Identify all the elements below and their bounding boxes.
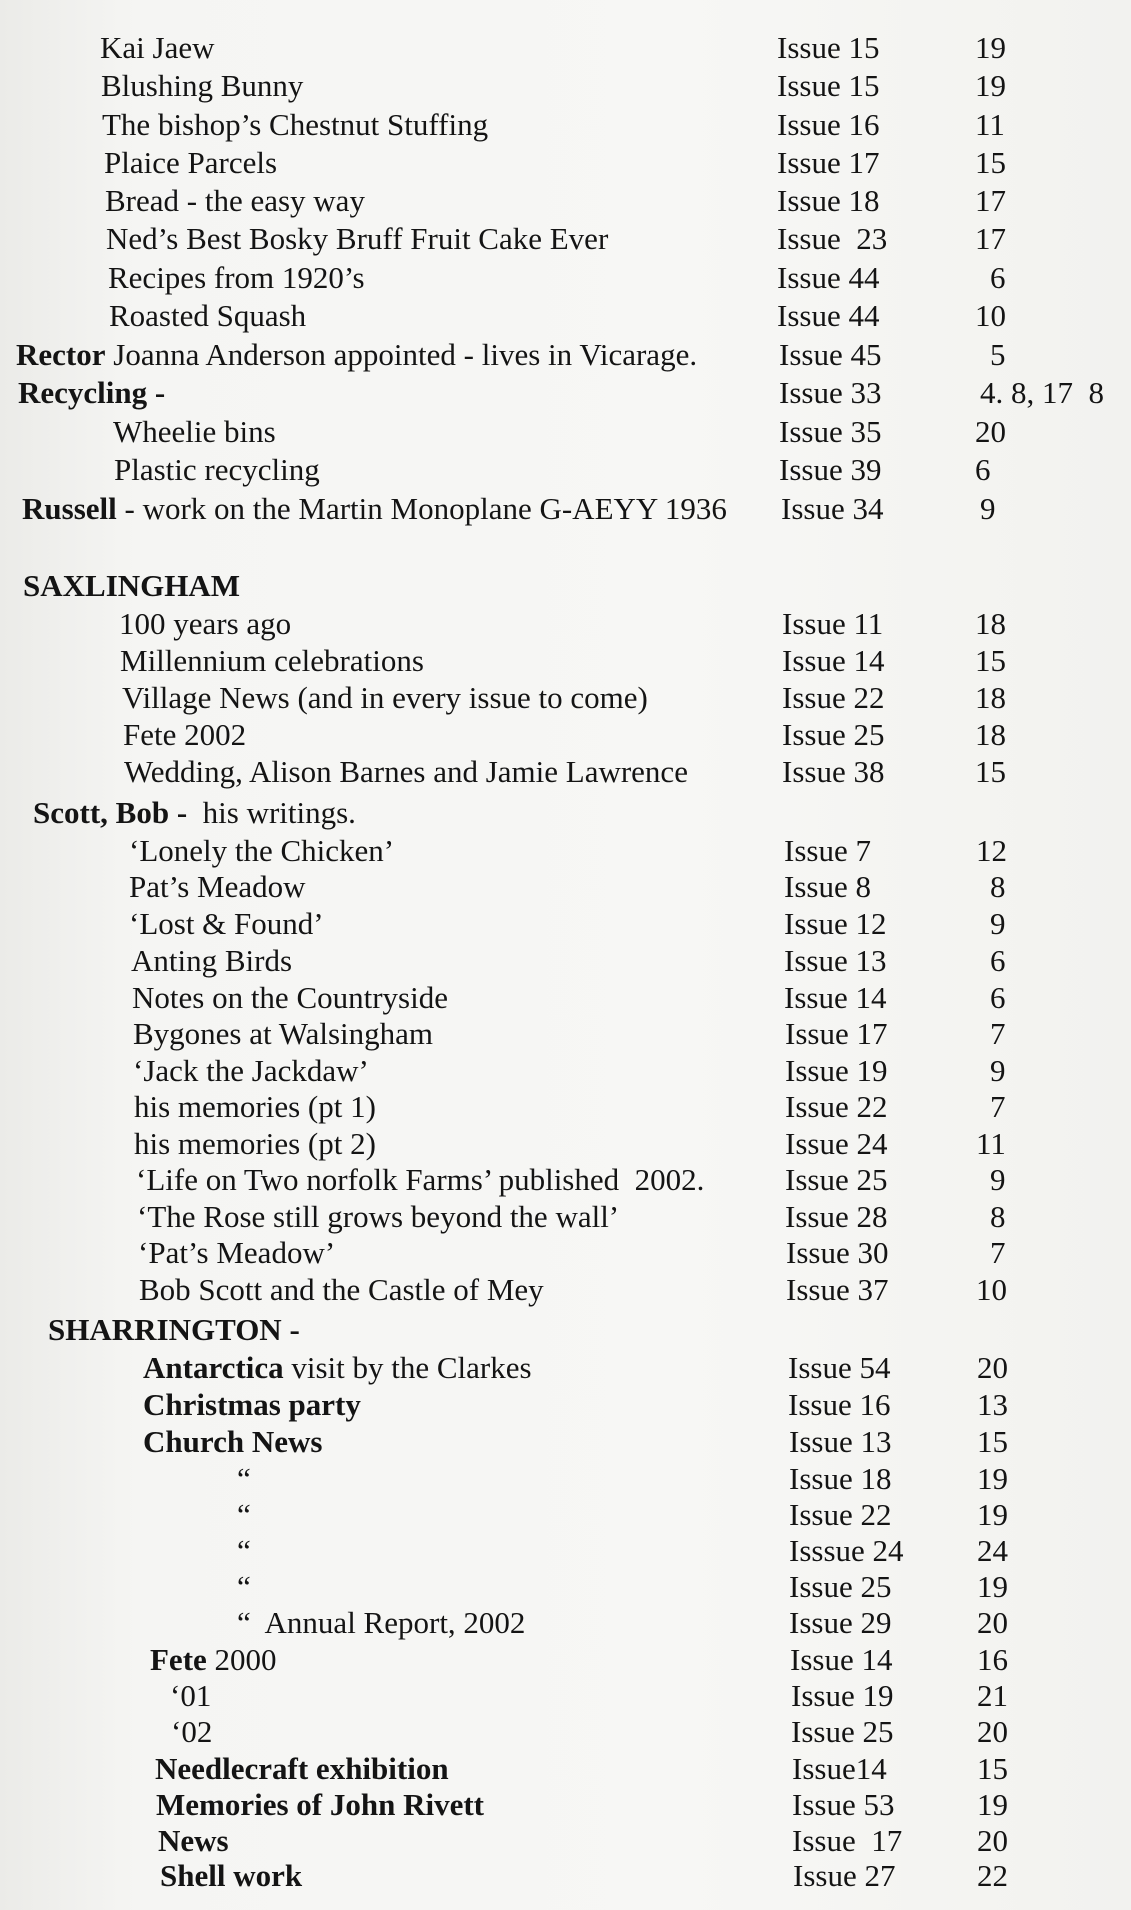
entry-issue: Issue 16 (788, 1387, 891, 1422)
entry-page: 10 (975, 298, 1006, 333)
entry-issue: Issue 14 (782, 643, 885, 678)
entry-page: 19 (977, 1787, 1008, 1822)
entry-page: 6 (990, 980, 1006, 1015)
index-entry (0, 1235, 1131, 1275)
entry-title (100, 30, 214, 66)
index-entry (0, 1461, 1131, 1501)
entry-heading: Memories of John Rivett (156, 1787, 484, 1822)
entry-text: “ (237, 1569, 251, 1604)
entry-issue: Issue 34 (781, 491, 884, 526)
entry-text: The bishop’s Chestnut Stuffing (102, 107, 489, 142)
entry-heading: SHARRINGTON - (48, 1312, 300, 1347)
entry-issue: Issue 25 (791, 1714, 894, 1749)
entry-issue: Issue 44 (777, 260, 880, 295)
entry-issue: Issue 33 (779, 375, 882, 410)
entry-text: Kai Jaew (100, 30, 215, 65)
entry-issue: Issue 17 (792, 1823, 903, 1858)
index-entry (0, 414, 1131, 454)
entry-text: Bread - the easy way (105, 183, 365, 218)
entry-page: 20 (977, 1350, 1008, 1385)
index-entry (0, 221, 1131, 261)
entry-text: Plaice Parcels (104, 145, 278, 180)
index-entry (0, 643, 1131, 683)
index-entry (0, 183, 1131, 223)
entry-page: 17 (975, 221, 1006, 256)
entry-text: ‘Pat’s Meadow’ (138, 1235, 336, 1270)
entry-text: Anting Birds (131, 943, 293, 978)
index-entry (0, 606, 1131, 646)
entry-page: 9 (990, 1053, 1006, 1088)
entry-page: 6 (990, 943, 1006, 978)
entry-page: 17 (975, 183, 1006, 218)
entry-text: ‘01 (170, 1678, 212, 1713)
entry-page: 15 (975, 145, 1006, 180)
entry-issue: Issue 17 (785, 1016, 888, 1051)
index-entry (0, 145, 1131, 185)
entry-issue: Issue 11 (782, 606, 884, 641)
index-entry (0, 1312, 1131, 1352)
entry-page: 19 (975, 68, 1006, 103)
entry-text: ‘Lost & Found’ (129, 906, 324, 941)
entry-title (131, 943, 292, 979)
entry-issue: Issue 13 (789, 1424, 892, 1459)
entry-title (114, 452, 320, 488)
entry-issue: Issue 22 (785, 1089, 888, 1124)
entry-heading: Shell work (160, 1858, 303, 1893)
entry-text: ‘Jack the Jackdaw’ (133, 1053, 369, 1088)
entry-heading: Fete (150, 1642, 207, 1677)
entry-text: ‘Lonely the Chicken’ (129, 833, 395, 868)
entry-issue: Issue 44 (777, 298, 880, 333)
entry-heading: Rector (16, 337, 106, 372)
entry-title (119, 606, 291, 642)
index-entry (0, 1497, 1131, 1537)
entry-issue: Issue 27 (793, 1858, 896, 1893)
entry-title (133, 1016, 433, 1052)
entry-title (16, 337, 697, 373)
entry-page: 18 (975, 606, 1006, 641)
entry-issue: Issue 38 (782, 754, 885, 789)
index-entry (0, 1642, 1131, 1682)
entry-text: Recipes from 1920’s (108, 260, 365, 295)
entry-issue: Issue 22 (782, 680, 885, 715)
entry-issue: Issue 19 (791, 1678, 894, 1713)
entry-text: Roasted Squash (109, 298, 307, 333)
entry-text: “ (237, 1461, 251, 1496)
entry-title (158, 1823, 229, 1859)
entry-title (105, 183, 365, 219)
entry-issue: Issue 19 (785, 1053, 888, 1088)
index-entry (0, 68, 1131, 108)
index-entry (0, 452, 1131, 492)
entry-text: visit by the Clarkes (283, 1350, 532, 1385)
entry-text: Bygones at Walsingham (133, 1016, 434, 1051)
entry-issue: Issue 22 (789, 1497, 892, 1532)
index-entry (0, 1533, 1131, 1573)
entry-issue: Issue 53 (792, 1787, 895, 1822)
entry-title (109, 298, 306, 334)
entry-title (138, 1235, 335, 1271)
entry-page: 6 (975, 452, 991, 487)
index-entry (0, 1089, 1131, 1129)
entry-page: 6 (990, 260, 1006, 295)
index-entry (0, 1387, 1131, 1427)
entry-text: his memories (pt 2) (134, 1126, 376, 1161)
entry-title (150, 1642, 277, 1678)
index-entry (0, 30, 1131, 70)
entry-title (134, 1089, 376, 1125)
entry-heading: Recycling - (18, 375, 166, 410)
entry-title (136, 1162, 704, 1198)
entry-text: 2000 (206, 1642, 277, 1677)
entry-issue: Issue 17 (777, 145, 880, 180)
entry-heading: SAXLINGHAM (23, 568, 241, 603)
entry-text: Wheelie bins (113, 414, 276, 449)
entry-issue: Issue 39 (779, 452, 882, 487)
index-entry (0, 1272, 1131, 1312)
entry-text: Blushing Bunny (101, 68, 304, 103)
entry-title (124, 754, 688, 790)
entry-page: 18 (975, 717, 1006, 752)
entry-title (156, 1787, 484, 1823)
index-entry (0, 107, 1131, 147)
entry-page: 7 (990, 1016, 1006, 1051)
index-entry (0, 1162, 1131, 1202)
entry-text: - work on the Martin Monoplane G-AEYY 1936 (116, 491, 727, 526)
entry-issue: Issue 14 (790, 1642, 893, 1677)
entry-page: 11 (975, 107, 1005, 142)
index-entry (0, 337, 1131, 377)
entry-page: 20 (975, 414, 1006, 449)
entry-title (113, 414, 276, 450)
entry-text: his writings. (187, 795, 356, 830)
index-entry (0, 906, 1131, 946)
entry-title (139, 1272, 544, 1308)
entry-page: 18 (975, 680, 1006, 715)
entry-page: 20 (977, 1823, 1008, 1858)
entry-issue: Isssue 24 (789, 1533, 904, 1568)
entry-issue: Issue 25 (789, 1569, 892, 1604)
index-entry (0, 754, 1131, 794)
entry-issue: Issue 29 (789, 1605, 892, 1640)
entry-title (134, 1126, 376, 1162)
entry-page: 19 (977, 1461, 1008, 1496)
entry-text: Village News (and in every issue to come) (122, 680, 648, 715)
entry-title (123, 717, 246, 753)
entry-issue: Issue 18 (789, 1461, 892, 1496)
entry-title (170, 1678, 211, 1714)
entry-page: 19 (977, 1497, 1008, 1532)
entry-title (237, 1461, 251, 1497)
entry-title (160, 1858, 302, 1894)
entry-title (237, 1533, 251, 1569)
index-entry (0, 1787, 1131, 1827)
entry-heading: Russell (22, 491, 117, 526)
index-entry (0, 491, 1131, 531)
entry-title (104, 145, 277, 181)
entry-text: “ Annual Report, 2002 (237, 1605, 526, 1640)
entry-page: 8 (990, 869, 1006, 904)
entry-text: Ned’s Best Bosky Bruff Fruit Cake Ever (106, 221, 609, 256)
entry-page: 20 (977, 1605, 1008, 1640)
entry-issue: Issue 28 (785, 1199, 888, 1234)
entry-text: Notes on the Countryside (132, 980, 448, 1015)
entry-page: 15 (977, 1751, 1008, 1786)
entry-page: 13 (977, 1387, 1008, 1422)
entry-text: Joanna Anderson appointed - lives in Vicarage. (105, 337, 698, 372)
entry-page: 4. 8, 17 8 (980, 375, 1104, 410)
index-entry (0, 1126, 1131, 1166)
entry-title (171, 1714, 212, 1750)
entry-issue: Issue14 (792, 1751, 887, 1786)
index-entry (0, 1569, 1131, 1609)
entry-page: 12 (976, 833, 1007, 868)
index-entry (0, 1823, 1131, 1863)
entry-page: 19 (975, 30, 1006, 65)
index-entry (0, 568, 1131, 608)
entry-page: 15 (975, 754, 1006, 789)
entry-issue: Issue 30 (786, 1235, 889, 1270)
index-entry (0, 298, 1131, 338)
index-entry (0, 1714, 1131, 1754)
entry-title (23, 568, 240, 604)
entry-title (108, 260, 365, 296)
index-entry (0, 1751, 1131, 1791)
entry-text: his memories (pt 1) (134, 1089, 376, 1124)
entry-heading: Scott, Bob - (33, 795, 188, 830)
entry-heading: Church News (143, 1424, 323, 1459)
entry-title (237, 1497, 251, 1533)
entry-issue: Issue 15 (777, 30, 880, 65)
entry-page: 16 (977, 1642, 1008, 1677)
entry-text: ‘The Rose still grows beyond the wall’ (137, 1199, 620, 1234)
entry-issue: Issue 25 (782, 717, 885, 752)
entry-page: 9 (980, 491, 996, 526)
entry-text: “ (237, 1497, 251, 1532)
index-entry (0, 260, 1131, 300)
index-entry (0, 1858, 1131, 1898)
entry-title (129, 869, 306, 905)
entry-issue: Issue 54 (788, 1350, 891, 1385)
entry-issue: Issue 25 (785, 1162, 888, 1197)
entry-title (33, 795, 356, 831)
entry-page: 24 (977, 1533, 1008, 1568)
entry-issue: Issue 16 (777, 107, 880, 142)
entry-issue: Issue 13 (784, 943, 887, 978)
entry-page: 9 (990, 906, 1006, 941)
entry-issue: Issue 24 (785, 1126, 888, 1161)
entry-page: 11 (976, 1126, 1006, 1161)
entry-title (48, 1312, 300, 1348)
entry-title (137, 1199, 619, 1235)
index-entry (0, 980, 1131, 1020)
entry-text: Pat’s Meadow (129, 869, 306, 904)
entry-page: 8 (990, 1199, 1006, 1234)
entry-issue: Issue 45 (779, 337, 882, 372)
index-entry (0, 375, 1131, 415)
entry-title (143, 1387, 361, 1423)
entry-heading: Antarctica (143, 1350, 284, 1385)
index-entry (0, 1678, 1131, 1718)
entry-title (237, 1605, 525, 1641)
entry-page: 7 (990, 1089, 1006, 1124)
entry-page: 15 (977, 1424, 1008, 1459)
entry-issue: Issue 15 (777, 68, 880, 103)
entry-text: “ (237, 1533, 251, 1568)
entry-title (129, 833, 394, 869)
entry-title (143, 1350, 532, 1386)
index-entry (0, 1605, 1131, 1645)
entry-heading: News (158, 1823, 229, 1858)
entry-issue: Issue 12 (784, 906, 887, 941)
entry-title (120, 643, 424, 679)
entry-title (18, 375, 165, 411)
index-entry (0, 1053, 1131, 1093)
entry-title (132, 980, 448, 1016)
index-entry (0, 1424, 1131, 1464)
entry-page: 22 (977, 1858, 1008, 1893)
entry-text: Fete 2002 (123, 717, 247, 752)
entry-page: 21 (977, 1678, 1008, 1713)
index-entry (0, 680, 1131, 720)
entry-title (155, 1751, 449, 1787)
index-entry (0, 943, 1131, 983)
entry-page: 7 (990, 1235, 1006, 1270)
entry-issue: Issue 7 (784, 833, 871, 868)
entry-title (102, 107, 488, 143)
entry-text: Bob Scott and the Castle of Mey (139, 1272, 544, 1307)
entry-issue: Issue 35 (779, 414, 882, 449)
entry-title (133, 1053, 369, 1089)
entry-title (22, 491, 727, 527)
entry-page: 9 (990, 1162, 1006, 1197)
index-entry (0, 1016, 1131, 1056)
entry-title (129, 906, 324, 942)
entry-issue: Issue 23 (777, 221, 888, 256)
index-entry (0, 1199, 1131, 1239)
entry-issue: Issue 18 (777, 183, 880, 218)
entry-title (237, 1569, 251, 1605)
entry-title (143, 1424, 322, 1460)
entry-text: ‘Life on Two norfolk Farms’ published 2002. (136, 1162, 705, 1197)
entry-text: 100 years ago (119, 606, 292, 641)
entry-page: 5 (990, 337, 1006, 372)
entry-issue: Issue 14 (784, 980, 887, 1015)
entry-issue: Issue 37 (786, 1272, 889, 1307)
index-entry (0, 833, 1131, 873)
entry-title (122, 680, 648, 716)
entry-page: 10 (976, 1272, 1007, 1307)
entry-text: Plastic recycling (114, 452, 320, 487)
entry-title (106, 221, 608, 257)
entry-title (101, 68, 303, 104)
index-entry (0, 1350, 1131, 1390)
entry-text: Millennium celebrations (120, 643, 424, 678)
index-entry (0, 717, 1131, 757)
entry-page: 19 (977, 1569, 1008, 1604)
index-entry (0, 869, 1131, 909)
index-entry (0, 795, 1131, 835)
entry-issue: Issue 8 (784, 869, 871, 904)
entry-text: Wedding, Alison Barnes and Jamie Lawrence (124, 754, 688, 789)
entry-page: 15 (975, 643, 1006, 678)
entry-text: ‘02 (171, 1714, 213, 1749)
entry-heading: Christmas party (143, 1387, 361, 1422)
entry-page: 20 (977, 1714, 1008, 1749)
entry-heading: Needlecraft exhibition (155, 1751, 449, 1786)
